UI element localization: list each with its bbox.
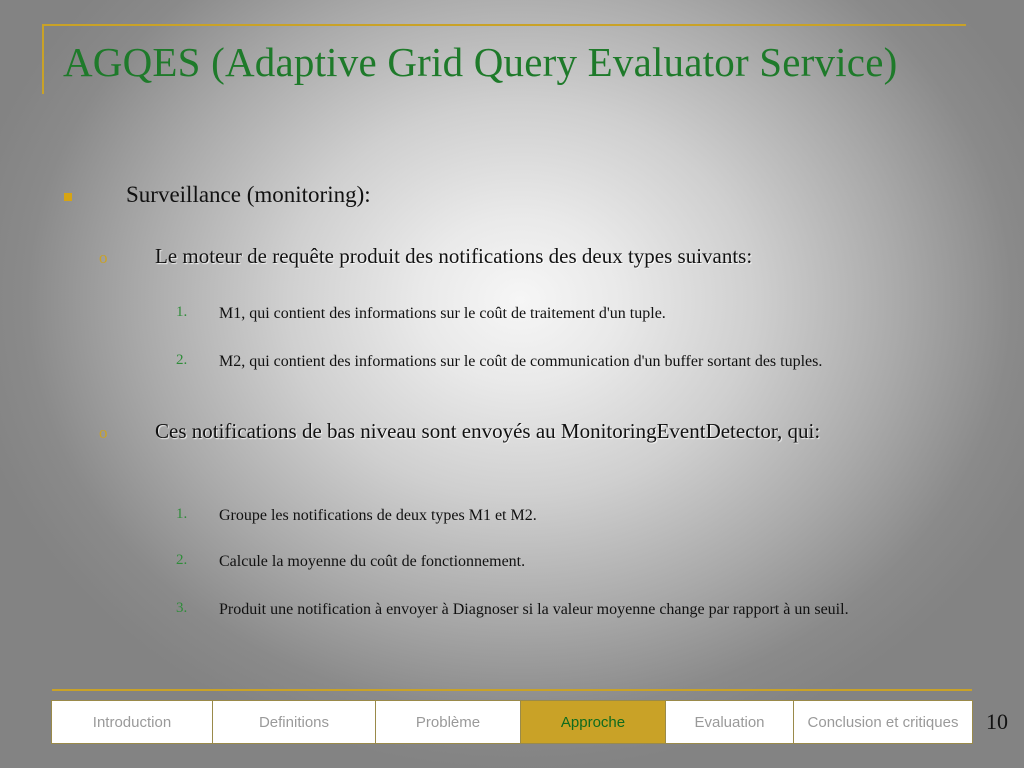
circle-o-bullet-icon: o [99, 423, 108, 442]
subpoint-text: Le moteur de requête produit des notifications des deux types suivants: [155, 244, 753, 268]
nav-tab-approche[interactable]: Approche [521, 701, 666, 743]
list-number: 1. [176, 506, 188, 522]
list-number: 2. [176, 552, 188, 568]
list-item-text: M1, qui contient des informations sur le coût de traitement d'un tuple. [219, 305, 666, 322]
nav-tab-introduction[interactable]: Introduction [52, 701, 213, 743]
section-heading: Surveillance (monitoring): [126, 182, 371, 207]
page-number: 10 [986, 709, 1008, 734]
list-number: 3. [176, 600, 188, 616]
list-item-text: Produit une notification à envoyer à Diagnoser si la valeur moyenne change par rapport à un seuil. [219, 601, 849, 618]
list-item-text: M2, qui contient des informations sur le coût de communication d'un buffer sortant des tuples. [219, 353, 823, 370]
footer-divider [52, 689, 972, 691]
nav-tab-evaluation[interactable]: Evaluation [666, 701, 794, 743]
nav-tab-probleme[interactable]: Problème [376, 701, 521, 743]
nav-tab-conclusion[interactable]: Conclusion et critiques [794, 701, 972, 743]
nav-tab-definitions[interactable]: Definitions [213, 701, 376, 743]
section-nav-bar [51, 700, 973, 744]
list-number: 1. [176, 304, 188, 320]
circle-o-bullet-icon: o [99, 248, 108, 267]
list-number: 2. [176, 352, 188, 368]
subpoint-text: Ces notifications de bas niveau sont envoyés au MonitoringEventDetector, qui: [155, 419, 821, 443]
list-item-text: Groupe les notifications de deux types M1 et M2. [219, 507, 537, 524]
square-bullet-icon [64, 193, 72, 201]
slide-title: AGQES (Adaptive Grid Query Evaluator Service) [63, 39, 898, 85]
list-item-text: Calcule la moyenne du coût de fonctionnement. [219, 553, 526, 570]
